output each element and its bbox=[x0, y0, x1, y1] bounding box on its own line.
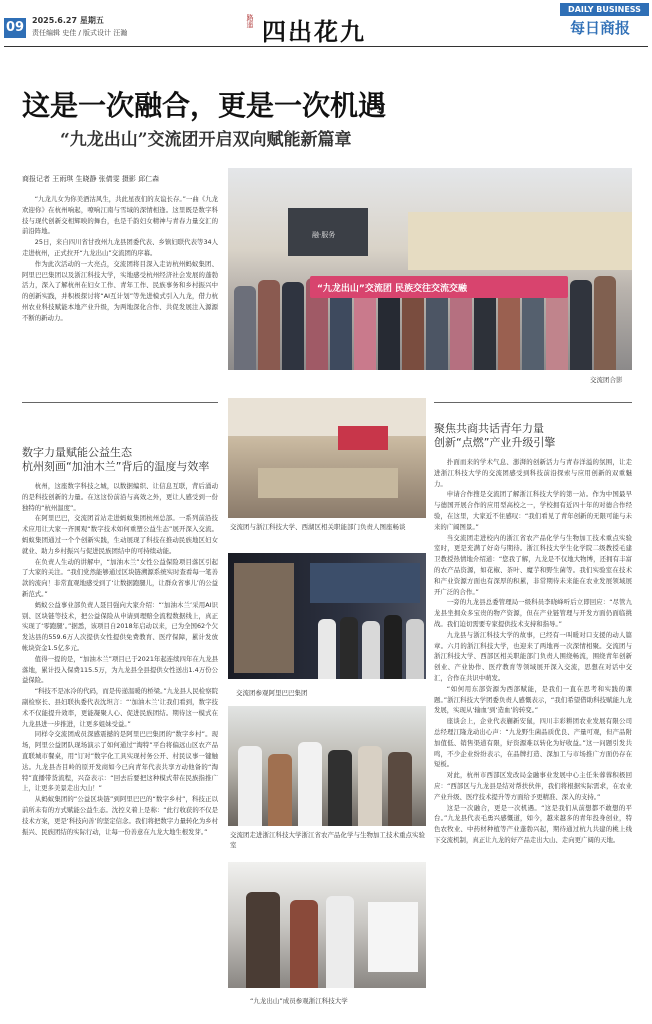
person-figure bbox=[234, 286, 256, 370]
alibaba-visit-photo bbox=[228, 553, 426, 679]
body-paragraph: 座谈会上，企业代表蒯新安鼠，四川丰彩耕团农业发展有限公司总经理江隆龙动出心声：“九龙野生菌品质优良、产量可观，但产品附加值低、销售渠道有限，好资源难以转化为好收益。”这一问题引发共鸣，不少企业纷纷表示，在品牌打造、深加工与市场推广方面仍存在短板。 bbox=[434, 717, 632, 769]
body-paragraph: “科技不是冰冷的代码，而是传递温暖的桥梁。”九龙县人民检察院副检察长、县妇联执委代表沈坦言：“‘加油木兰’让我们看到，数字技术不仅能提升效率，更能凝聚人心、促进民族团结。期待这一模式在九龙县进一步推进，让更多姐妹受益。” bbox=[22, 687, 218, 728]
person-figure bbox=[298, 742, 322, 826]
meeting-photo bbox=[228, 398, 426, 518]
photo-caption: “九龙出山”成员参观浙江科技大学 bbox=[250, 997, 348, 1005]
person-figure bbox=[282, 282, 304, 370]
section-logo: 四出花九 bbox=[262, 17, 366, 46]
body-paragraph: “如何用东部资源为西部赋能，是我们一直在思考和实践的课题。”浙江科技大学团委负责人感慨表示，“我们希望借助科技赋能九龙发展，实现从‘输血’到‘造血’的转变。” bbox=[434, 684, 632, 715]
body-paragraph: 申请合作搜是交流团了解浙江科技大学的第一站。作为中国最早与德国开展合作的应用型高校之一，学校拥有近四十年的对德合作经验，在这里，大家近不住感叹：“我们看见了青年创新的无限可能与未来的广阔图景。” bbox=[434, 490, 632, 531]
lab-visit-photo bbox=[228, 706, 426, 826]
display-wall bbox=[310, 563, 420, 603]
body-paragraph: 当交流团走进校内的浙江省农产品化学与生物加工技术重点实验室时，更是充满了好奇与期待。浙江科技大学生化学院二级教授毛建卫教授热情地介绍道：“您我了解，九龙是不仅地大物博，还拥有丰富的农产品资源，如花椒、茶叶、魔芋和野生菌等。我们实验室在技术和产业资源方面也有深厚的积累，非常期待未来能在农业发展领域展开广泛的合作。” bbox=[434, 533, 632, 596]
body-paragraph: 这是一次融合，更是一次机遇。“这是我们从前想都不敢想的平台。”九龙县代表毛勇兴感慨道，如今，越来越多的青年投身创业，特色农牧业、中药材种植等产业蓬勃兴起，期待通过杭九共建的桃上线下交流机制，真正让九龙的好产品走出大山、走向更广阔的天地。 bbox=[434, 803, 632, 844]
section-divider bbox=[434, 402, 632, 403]
person-figure bbox=[246, 892, 280, 988]
section-title-right: 聚焦共商共话青年力量 创新“点燃”产业升级引擎 bbox=[434, 422, 556, 449]
section-divider bbox=[22, 402, 218, 403]
photo-caption: 交流团合影 bbox=[590, 376, 623, 384]
person-figure bbox=[570, 280, 592, 370]
section-title-left: 数字力量赋能公益生态 杭州刻画“加油木兰”背后的温度与效率 bbox=[22, 446, 210, 473]
header-divider bbox=[4, 46, 648, 47]
wall-sign bbox=[288, 208, 368, 256]
person-figure bbox=[340, 617, 358, 679]
person-figure bbox=[326, 896, 354, 988]
byline: 商报记者 王雨琪 生晓静 张倩雯 摄影 邱仁森 bbox=[22, 175, 160, 183]
body-paragraph: 在负责人生动的讲解中，“加油木兰”女性公益保险项目落区引起了大家的关注。“我们党然能够通过区块链溯源系统实时查看每一笔善款的流向！非常直观地感受到了‘让数据跑腿儿，让群众省事儿’的公益新范式。” bbox=[22, 557, 218, 598]
person-figure bbox=[258, 280, 280, 370]
photo-caption: 交流团走进浙江科技大学浙江省农产品化学与生物加工技术重点实验室 bbox=[230, 831, 425, 849]
person-figure bbox=[388, 752, 412, 826]
screen bbox=[338, 426, 388, 450]
masthead-cn: 每日商报 bbox=[570, 19, 631, 37]
banner-text: “九龙出山”交流团 民族交往交流交融 bbox=[317, 284, 467, 294]
body-paragraph: 杭州，这座数字科技之城，以数据编织、让信息互联，背后涌动的是科技创新的力量。在这这份前沿与高效之外，更让人感受到一份独特的“杭州温度”。 bbox=[22, 482, 218, 512]
left-column-text bbox=[22, 481, 218, 837]
portrait-screen bbox=[234, 563, 294, 673]
body-paragraph: 蚂蚁公益事业部负责人聂目强向大家介绍：“‘加油木兰’采用AI识别、区块链等技术，把公益保险从申请到理赔全流程数据线上，真正实现了‘零跑腿’。”据悉，该项目自2018年启动以来，已为全国62个欠发达县的559.6万人次提供女性提供免费教育、医疗保障，累计发放帐块资金1.5亿多元。 bbox=[22, 600, 218, 652]
masthead-en: DAILY BUSINESS bbox=[560, 3, 649, 16]
body-paragraph: 一旁的九龙县总委管理局一级科员李晓峰听后立即回应：“尽管九龙县坐拥众多宝贵的物产资源，但在产业链管理与开发方面仍面临挑战。我们迫切需要专家提供技术支持和指导。” bbox=[434, 598, 632, 628]
logo-seal: 路遥 bbox=[246, 14, 254, 28]
campus-visit-photo bbox=[228, 862, 426, 988]
page-number: 09 bbox=[4, 18, 26, 38]
subheadline: “九龙出山”交流团开启双向赋能新篇章 bbox=[60, 130, 352, 150]
person-figure bbox=[238, 746, 262, 826]
group-banner bbox=[310, 276, 568, 298]
person-figure bbox=[384, 615, 402, 679]
body-paragraph: 同样令交流团成员深感震撼的是阿里巴巴集团的“数字乡村”。现场，阿里公益团队现场演示了如何通过“淘特”平台将偏远山区农产品直联城市餐桌，用“订对”数字化工具实现村务公开、村民议事一键触达。九龙县杏目岭的原开发商如今已向青年代表共享方动他备的“淘特”直播带货流程，兴奋表示：“回去后要把这种模式带在民族指推广上，让更多美景走出大山！” bbox=[22, 730, 218, 793]
table bbox=[258, 468, 398, 498]
equipment bbox=[368, 902, 418, 972]
person-figure bbox=[594, 276, 616, 370]
body-paragraph: 在阿里巴巴，交流团首站走进蚂蚁集团杭州总部。一系列前沿技术应用让大家一齐围观“数字技术如何重塑公益生态”展开深入交流。蚂蚁集团通过一个个创新实践，生动展现了科技在推动民族地区妇女就业、助力乡村振兴与促进民族团结中的可持续动能。 bbox=[22, 514, 218, 555]
person-figure bbox=[358, 746, 382, 826]
wall-sign-text: 融·服务 bbox=[312, 231, 336, 239]
person-figure bbox=[290, 900, 318, 988]
intro-paragraph: 作为此次活动的一大亮点，交流团将目深入走访杭州蚂蚁集团、阿里巴巴集团以及浙江科技大学，实地感受杭州经济社会发展的蓬勃活力，深入了解杭州在妇女工作、青年工作、民族事务和乡村振兴中的创新实践，并积极探讨将“AI互计划”等先进模式引入九龙，借力杭州农业科技赋能本地产业升级，为两地深化合作、共促发展注入源源不断的新动力。 bbox=[22, 259, 218, 322]
body-paragraph: 扑面而来的学术气息、澎湃的创新活力与青春洋溢的氛围，让走进浙江科技大学的交流团感受到科技前沿探索与应用创新的双重魅力。 bbox=[434, 458, 632, 488]
group-photo bbox=[228, 168, 632, 370]
body-paragraph: 对此，杭州市西部区发改局金融事业发展中心主任朱蓉蓉积极回应：“西部区与九龙县是结对帮扶伙伴，我们将根据实际需求，在农业产业升级、医疗技术提升等方面给予更精准、深入的支持。” bbox=[434, 771, 632, 801]
body-paragraph: 值得一提的是，“加油木兰”项目已于2021年起连续四年在九龙县落地，累计投入保费115.5万，为九龙县全县提供女性送出1.4万份公益保险。 bbox=[22, 654, 218, 685]
body-paragraph: 从蚂蚁集团的“公益区块链”到阿里巴巴的“数字乡村”，科技正以前所未有的方式赋能公益生态。沈控义着上是称：“此行收获的不仅是技术方案，更是‘科技向善’的坚定信念。我们将把数字力量转化为乡村振兴、民族团结的实际行动，让每一份善意在九龙大地生根发芽。” bbox=[22, 795, 218, 836]
intro-text bbox=[22, 194, 218, 324]
person-figure bbox=[328, 750, 352, 826]
intro-paragraph: “九龙儿女为你美酒沽风生，共此星夜们的友谊长存。”一曲《九龙欢迎你》在杭州响起，嘹响江南与雪域的深情相逢。这里既是数字科技与现代创新交相辉映的舞台，也是千韵妇女精神与青春力量交汇的前沿阵地。 bbox=[22, 195, 218, 236]
person-figure bbox=[318, 619, 336, 679]
right-column-text bbox=[434, 457, 632, 846]
person-figure bbox=[362, 621, 380, 679]
intro-paragraph: 25日，来自四川省甘孜州九龙县团委代表、乡镇妇联代表等34人走进杭州，正式拉开“九龙出山”交流团的序幕。 bbox=[22, 238, 218, 257]
headline: 这是一次融合，更是一次机遇 bbox=[22, 89, 387, 122]
photo-caption: 交流团参观阿里巴巴集团 bbox=[236, 689, 308, 697]
body-paragraph: 九龙县与浙江科技大学的故事，已经有一叫暖对口支援的动人篇章。六月的浙江科技大学，也迎来了两地再一次深情相聚。交流团与浙江科技大学、西部区相关职能部门负责人围绕畅流，围绕青年创新创业、产业协作、医疗教育等领域展开深入交流，思想在对话中交汇，合作在共识中萌发。 bbox=[434, 630, 632, 682]
issue-date: 2025.6.27 星期五 bbox=[32, 16, 104, 25]
photo-caption: 交流团与浙江科技大学、西湖区相关职能部门负责人图座畅谈 bbox=[230, 523, 406, 531]
backdrop bbox=[408, 212, 632, 270]
person-figure bbox=[268, 754, 292, 826]
editors-line: 责任编辑 史佳 / 版式设计 汪瀚 bbox=[32, 29, 128, 37]
person-figure bbox=[406, 619, 424, 679]
